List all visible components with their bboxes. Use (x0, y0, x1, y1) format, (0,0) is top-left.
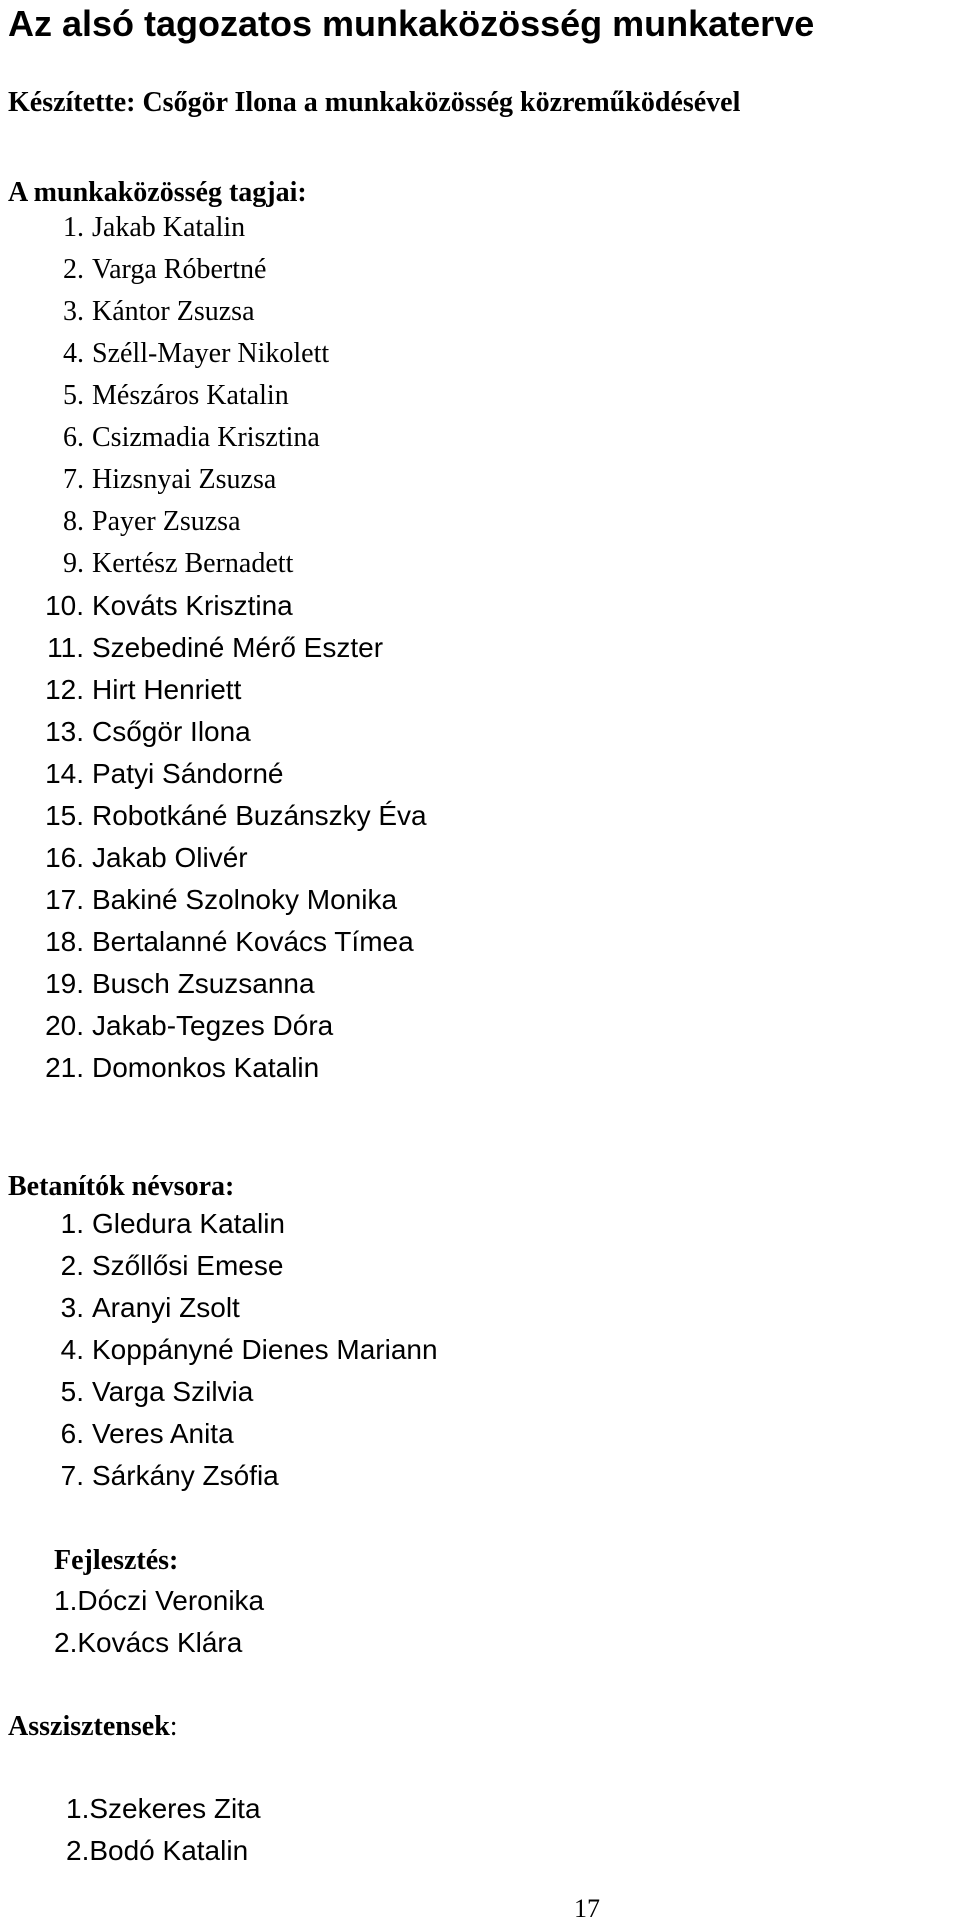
members-list (0, 207, 329, 585)
list-item: 1.Szekeres Zita (66, 1793, 261, 1824)
list-item: 10. Kováts Krisztina (45, 590, 293, 621)
list-item: 4. Koppányné Dienes Mariann (60, 1334, 438, 1365)
list-item: 5. Mészáros Katalin (63, 380, 289, 411)
list-item: 1.Dóczi Veronika (54, 1585, 265, 1616)
list-item: 7. Sárkány Zsófia (60, 1460, 279, 1491)
assistants-heading: Asszisztensek: (8, 1711, 178, 1742)
list-item: 14. Patyi Sándorné (45, 758, 284, 789)
list-item: 9. Kertész Bernadett (63, 548, 294, 579)
members-heading: A munkaközösség tagjai: (8, 177, 307, 208)
list-item: 12. Hirt Henriett (45, 674, 242, 705)
development-heading: Fejlesztés: (54, 1545, 179, 1576)
list-item: 8. Payer Zsuzsa (63, 506, 241, 537)
list-item: 6. Veres Anita (60, 1418, 234, 1449)
list-item: 1. Gledura Katalin (60, 1208, 286, 1239)
list-item: 2.Bodó Katalin (66, 1835, 249, 1866)
list-item: 19. Busch Zsuzsanna (45, 968, 315, 999)
assistants-list (66, 1788, 261, 1872)
trainees-heading: Betanítók névsora: (8, 1171, 235, 1202)
list-item: 2. Szőllősi Emese (60, 1250, 284, 1281)
list-item: 13. Csőgör Ilona (45, 716, 251, 747)
list-item: 3. Aranyi Zsolt (60, 1292, 240, 1323)
trainees-list (0, 1203, 438, 1497)
list-item: 7. Hizsnyai Zsuzsa (63, 464, 277, 495)
list-item: 4. Széll-Mayer Nikolett (63, 338, 330, 369)
list-item: 1. Jakab Katalin (63, 212, 246, 243)
list-item: 2. Varga Róbertné (63, 254, 267, 285)
list-item: 21. Domonkos Katalin (45, 1052, 320, 1083)
list-item: 3. Kántor Zsuzsa (63, 296, 255, 327)
page-number: 17 (574, 1894, 600, 1923)
list-item: 6. Csizmadia Krisztina (63, 422, 320, 453)
list-item: 2.Kovács Klára (54, 1627, 243, 1658)
list-item: 15. Robotkáné Buzánszky Éva (45, 800, 427, 831)
development-list (54, 1580, 264, 1664)
list-item: 17. Bakiné Szolnoky Monika (45, 884, 398, 915)
list-item: 11. Szebediné Mérő Eszter (47, 632, 384, 663)
author-line: Készítette: Csőgör Ilona a munkaközösség közreműködésével (8, 87, 741, 118)
list-item: 18. Bertalanné Kovács Tímea (45, 926, 414, 957)
members-list-continued (0, 585, 427, 1089)
list-item: 5. Varga Szilvia (60, 1376, 254, 1407)
list-item: 20. Jakab-Tegzes Dóra (45, 1010, 334, 1041)
list-item: 16. Jakab Olivér (45, 842, 248, 873)
document-title: Az alsó tagozatos munkaközösség munkaterve (8, 3, 815, 44)
